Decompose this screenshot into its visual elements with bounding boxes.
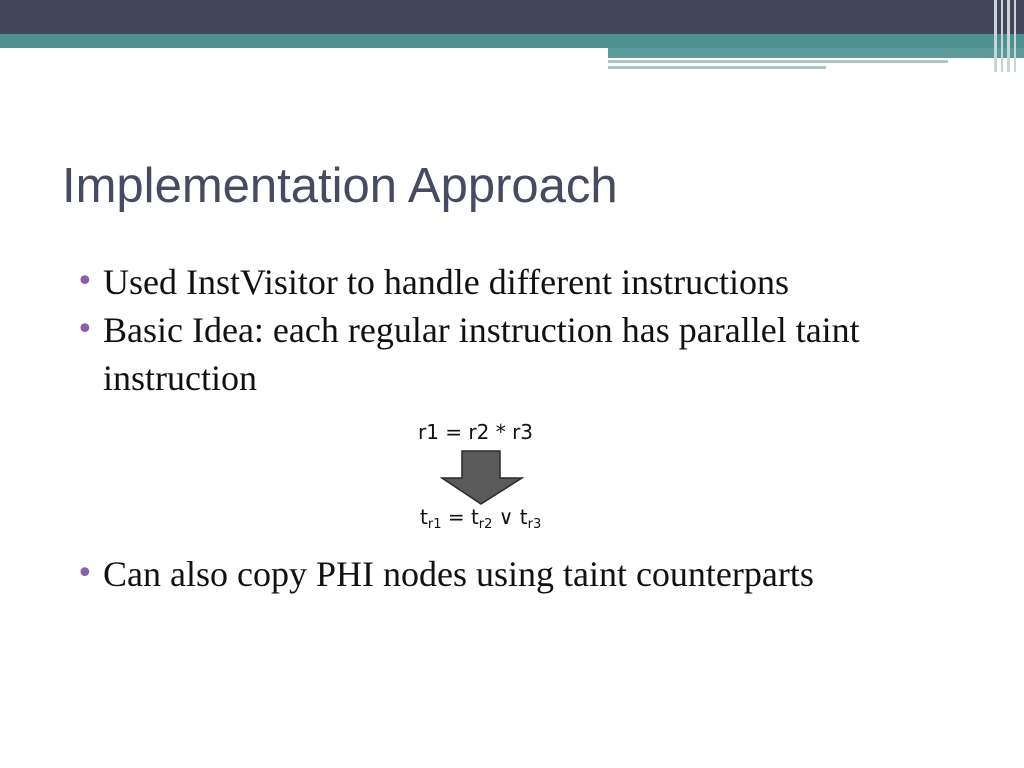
accent-band-tail xyxy=(608,48,1024,58)
slide-title: Implementation Approach xyxy=(62,159,618,213)
bullet-dot: • xyxy=(76,312,94,347)
accent-band xyxy=(0,34,1024,48)
bullet-text: Can also copy PHI nodes using taint counterparts xyxy=(103,554,814,594)
or-operator: ∨ xyxy=(492,505,520,529)
bullet-item xyxy=(76,258,976,306)
accent-stripe xyxy=(608,60,948,63)
taint-subscript: r2 xyxy=(478,517,493,532)
bullet-dot: • xyxy=(76,264,94,299)
taint-var: t xyxy=(420,505,428,529)
source-equation: r1 = r2 * r3 xyxy=(418,420,534,444)
equals-sign: = xyxy=(441,505,471,529)
accent-stripe xyxy=(608,66,826,69)
taint-subscript: r3 xyxy=(527,517,542,532)
down-arrow-icon xyxy=(440,450,524,506)
header-bar xyxy=(0,0,1024,34)
bullet-dot: • xyxy=(76,556,94,591)
bullet-text: Used InstVisitor to handle different instructions xyxy=(103,262,790,302)
bullet-text: Basic Idea: each regular instruction has parallel taint instruction xyxy=(103,310,860,398)
decorative-stripes xyxy=(992,0,1024,72)
taint-var: t xyxy=(470,505,479,529)
bullet-item xyxy=(76,306,976,402)
taint-var: t xyxy=(519,505,528,529)
taint-subscript: r1 xyxy=(427,517,442,532)
taint-equation xyxy=(420,505,541,532)
bullet-item xyxy=(76,550,976,598)
